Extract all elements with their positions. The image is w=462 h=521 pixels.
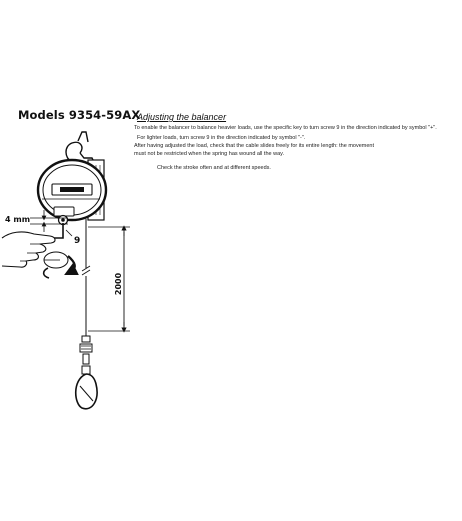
instruction-line-5: Check the stroke often and at different speeds. <box>157 165 271 171</box>
instruction-line-3: After having adjusted the load, check that the cable slides freely for its entire length: the movement <box>134 143 374 149</box>
models-title: Models 9354-59AX <box>18 108 141 122</box>
balancer-body <box>38 160 106 220</box>
cable <box>82 219 90 336</box>
clearance-label: 4 mm <box>5 215 31 224</box>
screw-reference-label: 9 <box>74 236 81 246</box>
instruction-line-4: must not be restricted when the spring has wound all the way. <box>134 151 285 157</box>
stroke-label: 2000 <box>114 272 123 296</box>
hand-icon <box>2 232 55 267</box>
section-heading: Adjusting the balancer <box>137 112 227 122</box>
rotation-direction-icon <box>44 252 75 278</box>
cable-terminal <box>80 336 92 374</box>
instruction-line-2: For lighter loads, turn screw 9 in the direction indicated by symbol "-". <box>137 135 306 141</box>
stroke-dimension <box>88 227 130 331</box>
leader-line <box>66 230 72 236</box>
snap-hook-icon <box>76 374 97 409</box>
instruction-line-1: To enable the balancer to balance heavier loads, use the specific key to turn screw 9 in the direction indicated by symbol "+". <box>134 125 437 131</box>
